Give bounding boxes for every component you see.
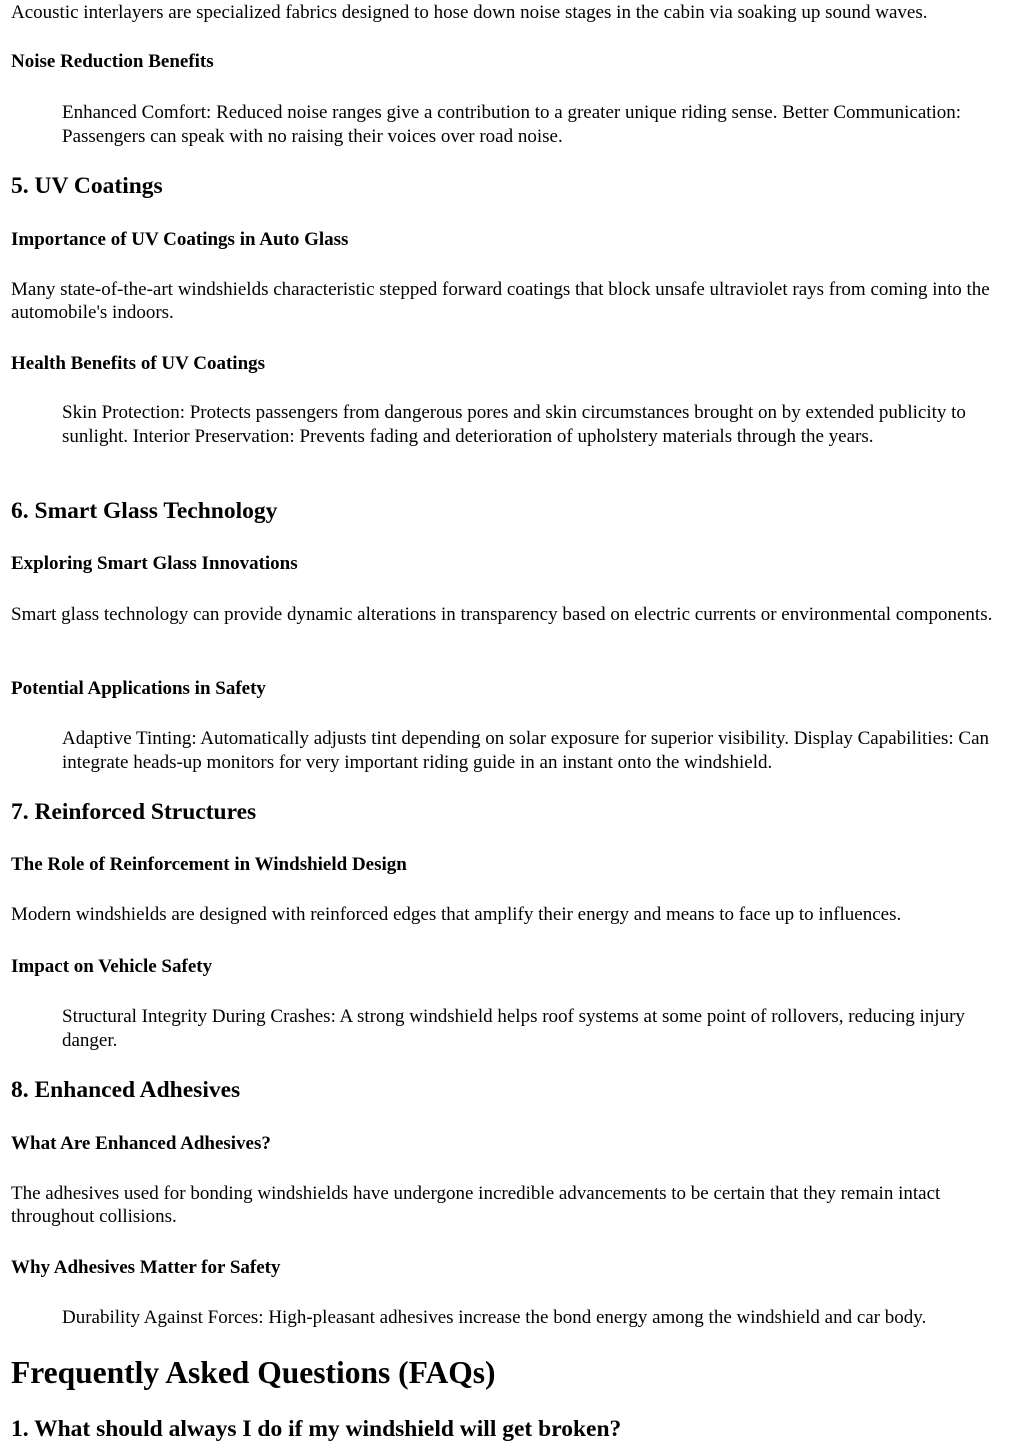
paragraph-reinforcement: Modern windshields are designed with reinforced edges that amplify their energy and means to face up to influences.: [11, 904, 902, 925]
blockquote-smart-glass-applications: Adaptive Tinting: Automatically adjusts tint depending on solar exposure for superior visibility. Display Capabilities: Can integrate heads-up monitors for very important riding guide in an instant onto the windshield.: [62, 728, 990, 773]
section-heading-uv-coatings: 5. UV Coatings: [11, 173, 163, 199]
paragraph-smart-glass: Smart glass technology can provide dynamic alterations in transparency based on electric currents or environmental components.: [11, 604, 993, 625]
paragraph-uv-importance: Many state-of-the-art windshields characteristic stepped forward coatings that block unsafe ultraviolet rays from coming into the automobile's indoors.: [11, 279, 990, 323]
intro-paragraph: Acoustic interlayers are specialized fabrics designed to hose down noise stages in the cabin via soaking up sound waves.: [11, 2, 928, 23]
section-heading-enhanced-adhesives: 8. Enhanced Adhesives: [11, 1077, 241, 1103]
subheading-smart-glass-applications: Potential Applications in Safety: [11, 678, 266, 699]
subheading-vehicle-safety: Impact on Vehicle Safety: [11, 956, 213, 977]
blockquote-adhesives-safety: Durability Against Forces: High-pleasant adhesives increase the bond energy among the windshield and car body.: [62, 1307, 927, 1328]
subheading-reinforcement-role: The Role of Reinforcement in Windshield Design: [11, 854, 407, 875]
subheading-uv-importance: Importance of UV Coatings in Auto Glass: [11, 229, 349, 250]
faq-question-1: 1. What should always I do if my windshield will get broken?: [11, 1416, 622, 1442]
subheading-noise-reduction: Noise Reduction Benefits: [11, 51, 214, 72]
section-heading-smart-glass: 6. Smart Glass Technology: [11, 498, 278, 524]
subheading-uv-health: Health Benefits of UV Coatings: [11, 353, 266, 374]
blockquote-vehicle-safety: Structural Integrity During Crashes: A strong windshield helps roof systems at some point of rollovers, reducing injury danger.: [62, 1006, 965, 1051]
subheading-what-adhesives: What Are Enhanced Adhesives?: [11, 1133, 271, 1154]
subheading-adhesives-safety: Why Adhesives Matter for Safety: [11, 1257, 281, 1278]
blockquote-noise-benefits: Enhanced Comfort: Reduced noise ranges give a contribution to a greater unique riding sense. Better Communication: Passengers can speak with no raising their voices over road noise.: [62, 102, 962, 147]
paragraph-adhesives: The adhesives used for bonding windshields have undergone incredible advancements to be certain that they remain intact throughout collisions.: [11, 1183, 941, 1227]
subheading-smart-glass-innovations: Exploring Smart Glass Innovations: [11, 553, 298, 574]
blockquote-uv-health: Skin Protection: Protects passengers from dangerous pores and skin circumstances brought on by extended publicity to sunlight. Interior Preservation: Prevents fading and deterioration of upholstery materials through the years.: [62, 402, 966, 447]
section-heading-reinforced-structures: 7. Reinforced Structures: [11, 799, 257, 825]
faq-heading: Frequently Asked Questions (FAQs): [11, 1355, 496, 1390]
